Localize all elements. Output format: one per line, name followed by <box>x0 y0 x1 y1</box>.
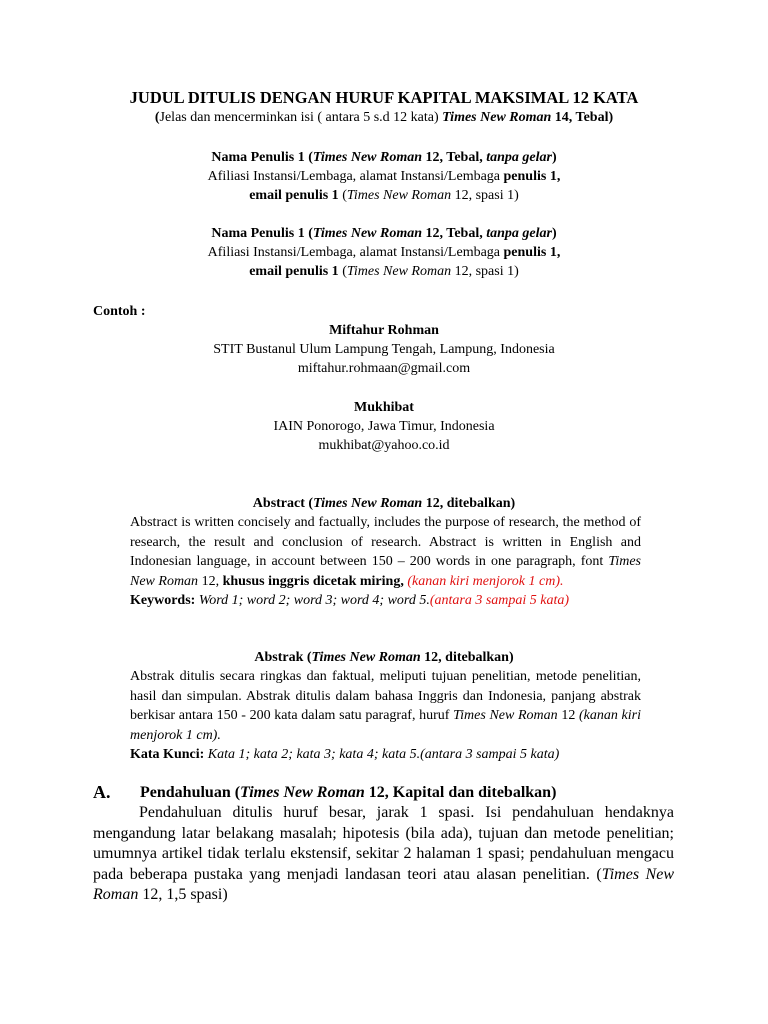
author-name-prefix: Nama Penulis 1 ( <box>211 226 313 241</box>
section-title-tail: 12, Kapital dan ditebalkan) <box>364 784 557 801</box>
author-name <box>0 148 768 167</box>
author-block-1 <box>0 148 768 205</box>
abstrak-heading-tail: 12, ditebalkan) <box>420 650 514 665</box>
section-body-font: Times New Roman <box>93 865 674 903</box>
author-email-open: ( <box>338 264 347 279</box>
document-title: JUDUL DITULIS DENGAN HURUF KAPITAL MAKSIMAL 12 KATA <box>129 88 639 107</box>
subtitle-text: Jelas dan mencerminkan isi ( antara 5 s.d 12 kata) <box>159 110 443 125</box>
author-affil-bold: penulis 1, <box>503 169 561 184</box>
author-email-tail: 12, spasi 1) <box>451 188 519 203</box>
subtitle-font: Times New Roman <box>442 110 552 125</box>
abstract-heading-font: Times New Roman <box>313 496 423 511</box>
example-email: miftahur.rohmaan@gmail.com <box>297 361 471 376</box>
section-title <box>140 783 556 803</box>
author-name-font: Times New Roman <box>312 150 423 165</box>
author-affil-bold: penulis 1, <box>503 245 561 260</box>
author-affiliation <box>0 243 768 262</box>
example-email: mukhibat@yahoo.co.id <box>318 438 450 453</box>
title-instruction <box>0 108 768 127</box>
author-affiliation <box>0 167 768 186</box>
author-name-font: Times New Roman <box>312 226 423 241</box>
author-email-bold: email penulis 1 <box>249 264 339 279</box>
author-email-bold: email penulis 1 <box>249 188 339 203</box>
abstrak-heading-font: Times New Roman <box>311 650 421 665</box>
abstrak-body-note: (kanan kiri menjorok 1 cm). <box>130 708 641 743</box>
abstract-heading <box>0 494 768 513</box>
author-email-tail: 12, spasi 1) <box>451 264 519 279</box>
author-affil-text: Afiliasi Instansi/Lembaga, alamat Instansi/Lembaga <box>207 169 504 184</box>
abstract-body-bold: khusus inggris dicetak miring, <box>222 573 404 589</box>
abstract-body <box>130 513 641 611</box>
abstract-body-font: Times New Roman <box>130 554 641 589</box>
section-body <box>93 803 674 906</box>
example-affiliation: IAIN Ponorogo, Jawa Timur, Indonesia <box>273 419 495 434</box>
abstrak-body-size: 12 <box>557 708 579 723</box>
author-name-prefix: Nama Penulis 1 ( <box>211 150 313 165</box>
example-author-2 <box>0 398 768 455</box>
author-name-close: ) <box>551 226 557 241</box>
example-author-1 <box>0 321 768 378</box>
author-email-font: Times New Roman <box>346 188 452 203</box>
keywords-text: Word 1; word 2; word 3; word 4; word 5. <box>195 593 430 608</box>
keywords-note: (antara 3 sampai 5 kata) <box>429 593 570 608</box>
author-name-italic: tanpa gelar <box>486 150 552 165</box>
section-title-font: Times New Roman <box>240 784 365 801</box>
author-email <box>0 186 768 205</box>
abstrak-heading-text <box>0 648 768 667</box>
section-number: A. <box>93 782 111 802</box>
kata-kunci-text: Kata 1; kata 2; kata 3; kata 4; kata 5.(antara 3 sampai 5 kata) <box>204 747 560 762</box>
author-name-mid: 12, Tebal, <box>422 150 487 165</box>
abstract-heading-prefix: Abstract ( <box>252 496 314 511</box>
abstract-heading-text <box>0 494 768 513</box>
author-name <box>0 224 768 243</box>
example-name: Miftahur Rohman <box>329 323 439 338</box>
author-email-font: Times New Roman <box>346 264 452 279</box>
author-block-2 <box>0 224 768 281</box>
author-name-mid: 12, Tebal, <box>422 226 487 241</box>
author-email <box>0 262 768 281</box>
section-body-text: Pendahuluan ditulis huruf besar, jarak 1 spasi. Isi pendahuluan hendaknya mengandung latar belakang masalah; hipotesis (bila ada), tujuan dan metode penelitian; umumnya artikel tidak terlalu ekstensif, sekitar 2 halaman 1 spasi; pendahuluan mengacu pada beberapa pustaka yang menjadi landasan teori atau alasan penelitian. ( <box>93 804 674 883</box>
abstrak-heading-prefix: Abstrak ( <box>254 650 312 665</box>
keywords-label: Keywords: <box>130 593 196 608</box>
subtitle-tail: 14, Tebal) <box>551 110 614 125</box>
abstract-body-size: 12, <box>198 573 223 589</box>
abstract-body-text: Abstract is written concisely and factually, includes the purpose of research, the method of research, the result and conclusion of research. Abstract is written in English and Indonesian language, in account between 150 – 200 words in one paragraph, font <box>130 515 641 569</box>
author-name-close: ) <box>551 150 557 165</box>
author-affil-text: Afiliasi Instansi/Lembaga, alamat Instansi/Lembaga <box>207 245 504 260</box>
abstrak-body <box>130 667 641 765</box>
abstract-body-note: (kanan kiri menjorok 1 cm). <box>407 573 564 589</box>
kata-kunci-colon: : <box>199 747 205 762</box>
example-name: Mukhibat <box>354 400 414 415</box>
abstrak-body-text: Abstrak ditulis secara ringkas dan faktual, meliputi tujuan penelitian, metode penelitian, hasil dan simpulan. Abstrak ditulis dalam bahasa Inggris dan Indonesia, panjang abstrak berkisar antara 150 - 200 kata dalam satu paragraf, huruf <box>130 669 641 723</box>
kata-kunci-label: Kata Kunci <box>130 747 200 762</box>
section-body-tail: 12, 1,5 spasi) <box>138 886 228 903</box>
abstrak-body-font: Times New Roman <box>453 708 558 723</box>
author-email-open: ( <box>338 188 347 203</box>
author-name-italic: tanpa gelar <box>486 226 552 241</box>
example-label: Contoh : <box>93 304 146 319</box>
subtitle-open: ( <box>154 110 160 125</box>
abstract-heading-tail: 12, ditebalkan) <box>422 496 516 511</box>
example-affiliation: STIT Bustanul Ulum Lampung Tengah, Lampung, Indonesia <box>213 342 555 357</box>
abstrak-heading <box>0 648 768 667</box>
section-title-prefix: Pendahuluan ( <box>140 784 241 801</box>
